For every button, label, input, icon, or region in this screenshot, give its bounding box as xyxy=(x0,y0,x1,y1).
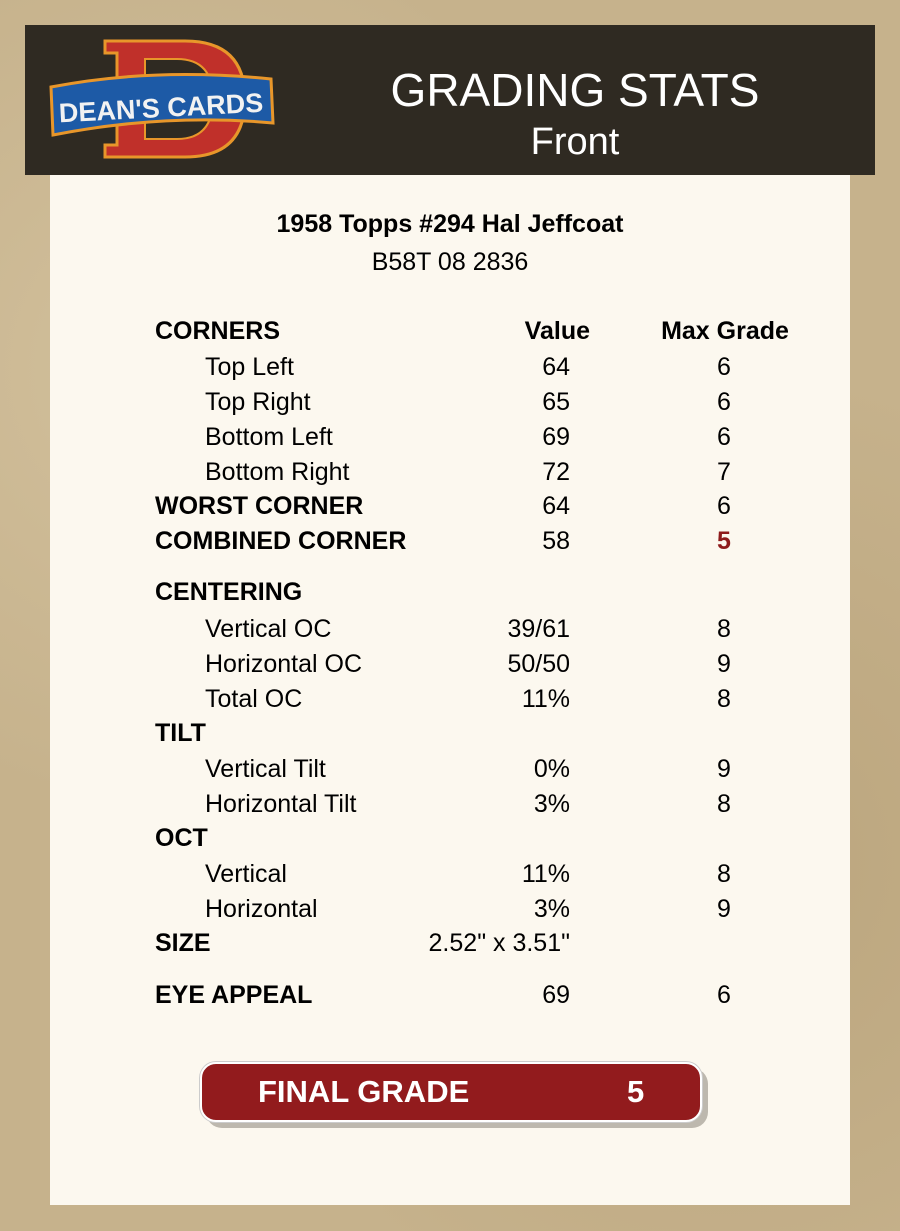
stat-label: Total OC xyxy=(205,685,303,713)
stat-label: WORST CORNER xyxy=(155,492,364,520)
stat-value: 64 xyxy=(542,492,570,520)
stat-row xyxy=(0,457,900,487)
stat-label: COMBINED CORNER xyxy=(155,527,407,555)
stat-label: Vertical Tilt xyxy=(205,755,326,783)
stat-max-grade: 5 xyxy=(717,527,731,555)
stat-max-grade: 9 xyxy=(717,755,731,783)
stat-value: 69 xyxy=(542,423,570,451)
stat-label: Bottom Left xyxy=(205,423,333,451)
stat-row xyxy=(0,980,900,1010)
stat-label: TILT xyxy=(155,719,206,747)
stat-row xyxy=(0,823,900,853)
stat-max-grade: 8 xyxy=(717,685,731,713)
stat-value: 3% xyxy=(533,790,570,818)
stat-max-grade: 9 xyxy=(717,895,731,923)
stat-label: Vertical OC xyxy=(205,615,332,643)
stat-value: 64 xyxy=(542,353,570,381)
stat-row xyxy=(0,422,900,452)
stat-max-grade: 8 xyxy=(717,860,731,888)
stat-label: Horizontal OC xyxy=(205,650,362,678)
stat-max-grade: 8 xyxy=(717,790,731,818)
final-grade-label: FINAL GRADE xyxy=(258,1074,470,1109)
card-code: B58T 08 2836 xyxy=(371,248,529,276)
stat-value: 72 xyxy=(542,458,570,486)
stat-value: 11% xyxy=(521,685,570,713)
stat-row xyxy=(0,718,900,748)
stat-label: CENTERING xyxy=(155,578,303,606)
stat-value: 50/50 xyxy=(507,650,570,678)
value-column-header: Value xyxy=(524,317,590,345)
stat-row xyxy=(0,649,900,679)
final-grade-badge xyxy=(200,1062,702,1122)
stat-max-grade: 6 xyxy=(717,353,731,381)
stat-max-grade: 6 xyxy=(717,981,731,1009)
svg-text:DEAN'S CARDS: DEAN'S CARDS xyxy=(58,87,264,129)
stat-row xyxy=(0,754,900,784)
stat-row xyxy=(0,684,900,714)
page-subtitle: Front xyxy=(530,121,620,163)
stat-value: 11% xyxy=(521,860,570,888)
stat-row xyxy=(0,352,900,382)
stat-row xyxy=(0,491,900,521)
stat-label: Horizontal Tilt xyxy=(205,790,357,818)
stat-row xyxy=(0,614,900,644)
page-title: GRADING STATS xyxy=(390,64,760,116)
stat-value: 65 xyxy=(542,388,570,416)
max-grade-column-header: Max Grade xyxy=(661,317,789,345)
stat-label: Vertical xyxy=(205,860,287,888)
stat-value: 3% xyxy=(533,895,570,923)
stat-max-grade: 6 xyxy=(717,388,731,416)
stat-max-grade: 6 xyxy=(717,423,731,451)
stat-row xyxy=(0,387,900,417)
header-bar xyxy=(25,25,875,175)
stat-label: SIZE xyxy=(155,929,211,957)
stat-label: Horizontal xyxy=(205,895,318,923)
deans-cards-logo xyxy=(45,37,285,162)
stat-row xyxy=(0,789,900,819)
stat-max-grade: 8 xyxy=(717,615,731,643)
card-title: 1958 Topps #294 Hal Jeffcoat xyxy=(276,210,624,238)
stat-max-grade: 7 xyxy=(717,458,731,486)
stat-value: 39/61 xyxy=(507,615,570,643)
stat-max-grade: 6 xyxy=(717,492,731,520)
stat-value: 58 xyxy=(542,527,570,555)
stat-value: 2.52" x 3.51" xyxy=(428,929,570,957)
stat-value: 0% xyxy=(533,755,570,783)
stat-value: 69 xyxy=(542,981,570,1009)
stat-row xyxy=(0,894,900,924)
stat-label: OCT xyxy=(155,824,208,852)
stat-label: Bottom Right xyxy=(205,458,350,486)
stat-row xyxy=(0,316,900,346)
stat-row xyxy=(0,526,900,556)
stat-row xyxy=(0,577,900,607)
stat-row xyxy=(0,928,900,958)
stat-max-grade: 9 xyxy=(717,650,731,678)
stat-row xyxy=(0,859,900,889)
stat-label: Top Right xyxy=(205,388,311,416)
final-grade-value: 5 xyxy=(627,1074,645,1109)
stat-label: EYE APPEAL xyxy=(155,981,313,1009)
stat-label: CORNERS xyxy=(155,317,281,345)
stat-label: Top Left xyxy=(205,353,294,381)
